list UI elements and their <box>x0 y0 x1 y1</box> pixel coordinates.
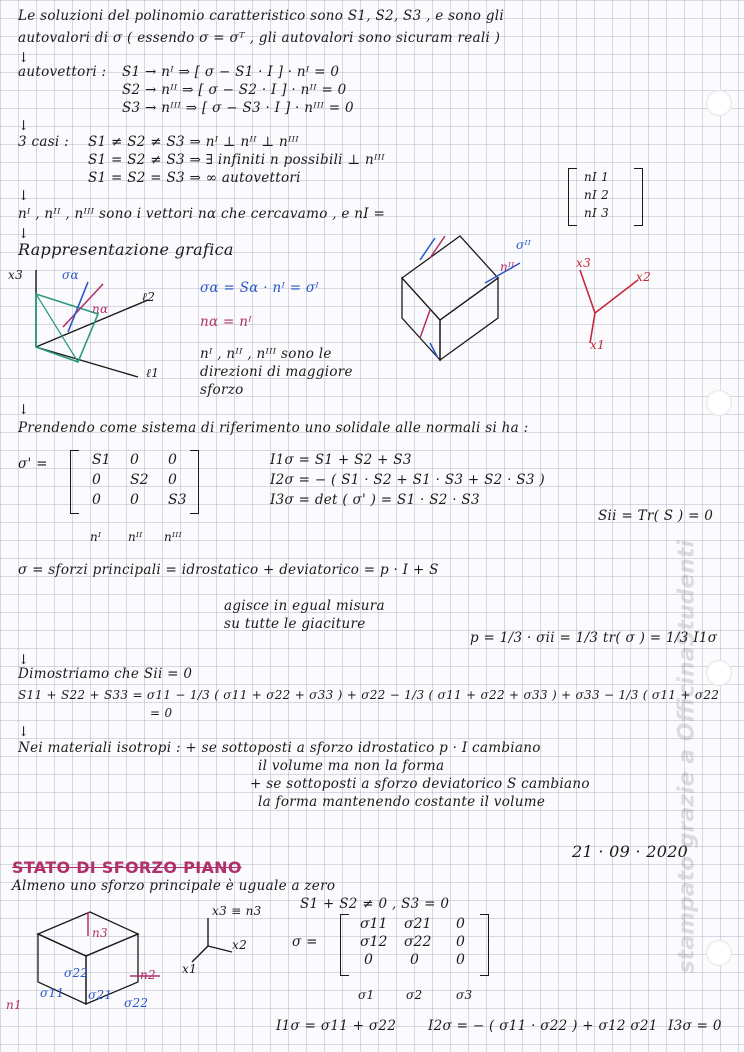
axis-label-x2: x2 <box>232 938 248 952</box>
vector-entry: nI 3 <box>584 206 610 220</box>
arrow-down-icon: ↓ <box>18 652 30 668</box>
vector-entry: nI 1 <box>584 170 610 184</box>
column-label: σ2 <box>406 988 423 1002</box>
text-line: S3 → nᴵᴵᴵ ⇒ [ σ − S3 · I ] · nᴵᴵᴵ = 0 <box>122 100 354 116</box>
bracket-right <box>634 168 643 226</box>
formula-n-alpha: nα = nᴵ <box>200 314 252 330</box>
watermark: stampato grazie a OfficinaStudenti <box>674 540 699 974</box>
arrow-down-icon: ↓ <box>18 724 30 740</box>
formula-p: p = 1/3 · σii = 1/3 tr( σ ) = 1/3 I1σ <box>470 630 718 646</box>
matrix-cell: 0 <box>130 492 139 508</box>
text-line: autovettori : <box>18 64 107 80</box>
axis-label-x1: ℓ1 <box>146 366 160 380</box>
column-label: nᴵᴵ <box>128 530 143 544</box>
text-line: + se sottoposti a sforzo deviatorico S cambiano <box>250 776 590 792</box>
bracket-right <box>480 914 489 976</box>
label-s21: σ21 <box>88 988 113 1002</box>
column-label: σ3 <box>456 988 473 1002</box>
label-s22: σ22 <box>64 966 89 980</box>
matrix-cell: 0 <box>456 916 465 932</box>
text-line: S1 → nᴵ ⇒ [ σ − S1 · I ] · nᴵ = 0 <box>122 64 340 80</box>
label-s22b: σ22 <box>124 996 149 1010</box>
matrix-cell: σ22 <box>404 934 432 950</box>
matrix-cell: σ21 <box>404 916 432 932</box>
matrix-cell: S2 <box>130 472 149 488</box>
text-line: S2 → nᴵᴵ ⇒ [ σ − S2 · I ] · nᴵᴵ = 0 <box>122 82 347 98</box>
punch-hole <box>706 660 732 686</box>
matrix-cell: 0 <box>410 952 419 968</box>
arrow-down-icon: ↓ <box>18 188 30 204</box>
axis-x1 <box>36 347 138 377</box>
plane-shape <box>36 294 98 362</box>
axis-label-x1: x1 <box>182 962 198 976</box>
text-line: Prendendo come sistema di riferimento uno solidale alle normali si ha : <box>18 420 529 436</box>
text-line: la forma mantenendo costante il volume <box>258 794 546 810</box>
text-line: = 0 <box>150 706 173 720</box>
bracket-right <box>190 450 199 514</box>
matrix-cell: 0 <box>456 934 465 950</box>
text-line: autovalori di σ ( essendo σ = σᵀ , gli autovalori sono sicuram reali ) <box>18 30 501 46</box>
text-line: su tutte le giaciture <box>224 616 366 632</box>
axis-label-x3: x3 <box>8 268 24 282</box>
label-n1: n1 <box>6 998 22 1012</box>
plane-condition: S1 + S2 ≠ 0 , S3 = 0 <box>300 896 450 912</box>
date: 21 · 09 · 2020 <box>572 842 689 861</box>
column-label: nᴵᴵᴵ <box>164 530 182 544</box>
text-line: S1 ≠ S2 ≠ S3 ⇒ nᴵ ⊥ nᴵᴵ ⊥ nᴵᴵᴵ <box>88 134 299 150</box>
label-n3: n3 <box>92 926 108 940</box>
text-line: direzioni di maggiore <box>200 364 353 380</box>
matrix-cell: σ12 <box>360 934 388 950</box>
text-line: 3 casi : <box>18 134 69 150</box>
section-heading: Rappresentazione grafica <box>18 240 234 259</box>
text-line: S1 = S2 = S3 ⇒ ∞ autovettori <box>88 170 301 186</box>
matrix-cell: S3 <box>168 492 187 508</box>
bracket-left <box>568 168 577 226</box>
matrix-cell: 0 <box>168 452 177 468</box>
formula-I1: I1σ = σ11 + σ22 <box>276 1018 397 1034</box>
matrix-cell: σ11 <box>360 916 388 932</box>
vector-entry: nI 2 <box>584 188 610 202</box>
label-n2: n2 <box>140 968 156 982</box>
section-heading: STATO DI SFORZO PIANO <box>12 858 242 877</box>
text-line: nᴵ , nᴵᴵ , nᴵᴵᴵ sono le <box>200 346 332 362</box>
arrow-down-icon: ↓ <box>18 118 30 134</box>
label-sigma-II: σᴵᴵ <box>516 238 532 252</box>
arrow-down-icon: ↓ <box>18 50 30 66</box>
matrix-cell: 0 <box>92 492 101 508</box>
invariant-1: I1σ = S1 + S2 + S3 <box>270 452 412 468</box>
formula-sii: Sii = Tr( S ) = 0 <box>598 508 714 524</box>
text-line: σ' = <box>18 456 48 472</box>
text-line: S1 = S2 ≠ S3 ⇒ ∃ infiniti n possibili ⊥ nᴵᴵᴵ <box>88 152 385 168</box>
arrow-down-icon: ↓ <box>18 226 30 242</box>
label-s11: σ11 <box>40 986 65 1000</box>
punch-hole <box>706 90 732 116</box>
formula-sigma-alpha: σα = Sα · nᴵ = σᴵ <box>200 280 320 296</box>
punch-hole <box>706 390 732 416</box>
punch-hole <box>706 940 732 966</box>
label-sigma-alpha: σα <box>62 268 79 282</box>
column-label: nᴵ <box>90 530 102 544</box>
matrix-cell: 0 <box>130 452 139 468</box>
text-line: Dimostriamo che Sii = 0 <box>18 666 193 682</box>
matrix-cell: 0 <box>92 472 101 488</box>
matrix-cell: S1 <box>92 452 111 468</box>
text-line: il volume ma non la forma <box>258 758 445 774</box>
matrix-cell: 0 <box>168 472 177 488</box>
text-line: Le soluzioni del polinomio caratteristico sono S1, S2, S3 , e sono gli <box>18 8 504 24</box>
bracket-left <box>70 450 79 514</box>
matrix-cell: 0 <box>456 952 465 968</box>
label-n-II: nᴵᴵ <box>500 260 515 274</box>
formula-I2: I2σ = − ( σ11 · σ22 ) + σ12 σ21 <box>428 1018 658 1034</box>
invariant-2: I2σ = − ( S1 · S2 + S1 · S3 + S2 · S3 ) <box>270 472 545 488</box>
column-label: σ1 <box>358 988 375 1002</box>
text-line: Nei materiali isotropi : + se sottoposti a sforzo idrostatico p · I cambiano <box>18 740 541 756</box>
text-line: S11 + S22 + S33 = σ11 − 1/3 ( σ11 + σ22 + σ33 ) + σ22 − 1/3 ( σ11 + σ22 + σ33 ) + σ33 − 1/3 ( σ11 + σ22 <box>18 688 720 702</box>
matrix-cell: 0 <box>364 952 373 968</box>
axis-label-x1: x1 <box>590 338 606 352</box>
label-n-alpha: nα <box>92 302 109 316</box>
axis-label-x3-n3: x3 ≡ n3 <box>212 904 262 918</box>
axis-label-x2: x2 <box>636 270 652 284</box>
text-line: σ = <box>292 934 318 950</box>
text-line: agisce in egual misura <box>224 598 385 614</box>
cube-sketch <box>390 228 530 368</box>
text-line: nᴵ , nᴵᴵ , nᴵᴵᴵ sono i vettori nα che cercavamo , e nI = <box>18 206 386 222</box>
text-line: σ = sforzi principali = idrostatico + deviatorico = p · I + S <box>18 562 439 578</box>
text-line: sforzo <box>200 382 244 398</box>
text-line: Almeno uno sforzo principale è uguale a zero <box>12 878 336 894</box>
axis-label-x2: ℓ2 <box>142 290 156 304</box>
stress-arrow <box>68 282 88 332</box>
invariant-3: I3σ = det ( σ' ) = S1 · S2 · S3 <box>270 492 480 508</box>
formula-I3: I3σ = 0 <box>668 1018 722 1034</box>
bracket-left <box>340 914 349 976</box>
arrow-down-icon: ↓ <box>18 402 30 418</box>
axis-label-x3: x3 <box>576 256 592 270</box>
